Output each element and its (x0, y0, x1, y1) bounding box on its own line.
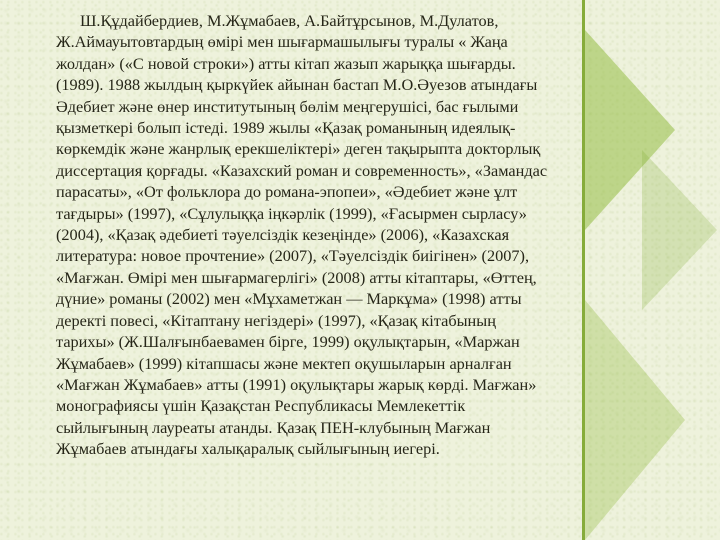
decorative-triangle (585, 300, 685, 540)
decorative-panel (582, 0, 720, 540)
decorative-triangle (642, 150, 717, 310)
biography-text: Ш.Құдайбердиев, М.Жұмабаев, А.Байтұрсынов, М.Дулатов, Ж.Аймауытовтардың өмірі мен шығармашылығы туралы « Жаңа жолдан» («С новой строки») атты кітап жазып жарыққа шығарды. (1989). 1988 жылдың қыркүйек айынан бастап М.О.Әуезов атындағы Әдебиет және өнер институтының бөлім меңгерушісі, бас ғылыми қызметкері болып істеді. 1989 жылы «Қазақ романының идеялық-көркемдік және жанрлық ерекшеліктері» деген тақырыпта докторлық диссертация қорғады. «Казахский роман и современность», «Замандас парасаты», «От фольклора до романа-эпопеи», «Әдебиет және ұлт тағдыры» (1997), «Сұлулыққа іңкәрлік (1999), «Ғасырмен сырласу» (2004), «Қазақ әдебиеті тәуелсіздік кезеңінде» (2006), «Казахская литература: новое прочтение» (2007), «Тәуелсіздік биігінен» (2007), «Мағжан. Өмірі мен шығармагерлігі» (2008) атты кітаптары, «Өттең, дүние» романы (2002) мен «Мұхаметжан — Маркұма» (1998) атты деректі повесі, «Кітаптану негіздері» (1997), «Қазақ кітабының тарихы» (Ж.Шалғынбаевамен бірге, 1999) оқулықтарын, «Маржан Жұмабаев» (1999) кітапшасы және мектеп оқушыларын арналған «Мағжан Жұмабаев» атты (1991) оқулықтары жарық көрді. Мағжан» монографиясы үшін Қазақстан Республикасы Мемлекеттік сыйлығының лауреаты атанды. Қазақ ПЕН-клубының Мағжан Жұмабаев атындағы халықаралық сыйлығының иегері. (56, 11, 548, 459)
